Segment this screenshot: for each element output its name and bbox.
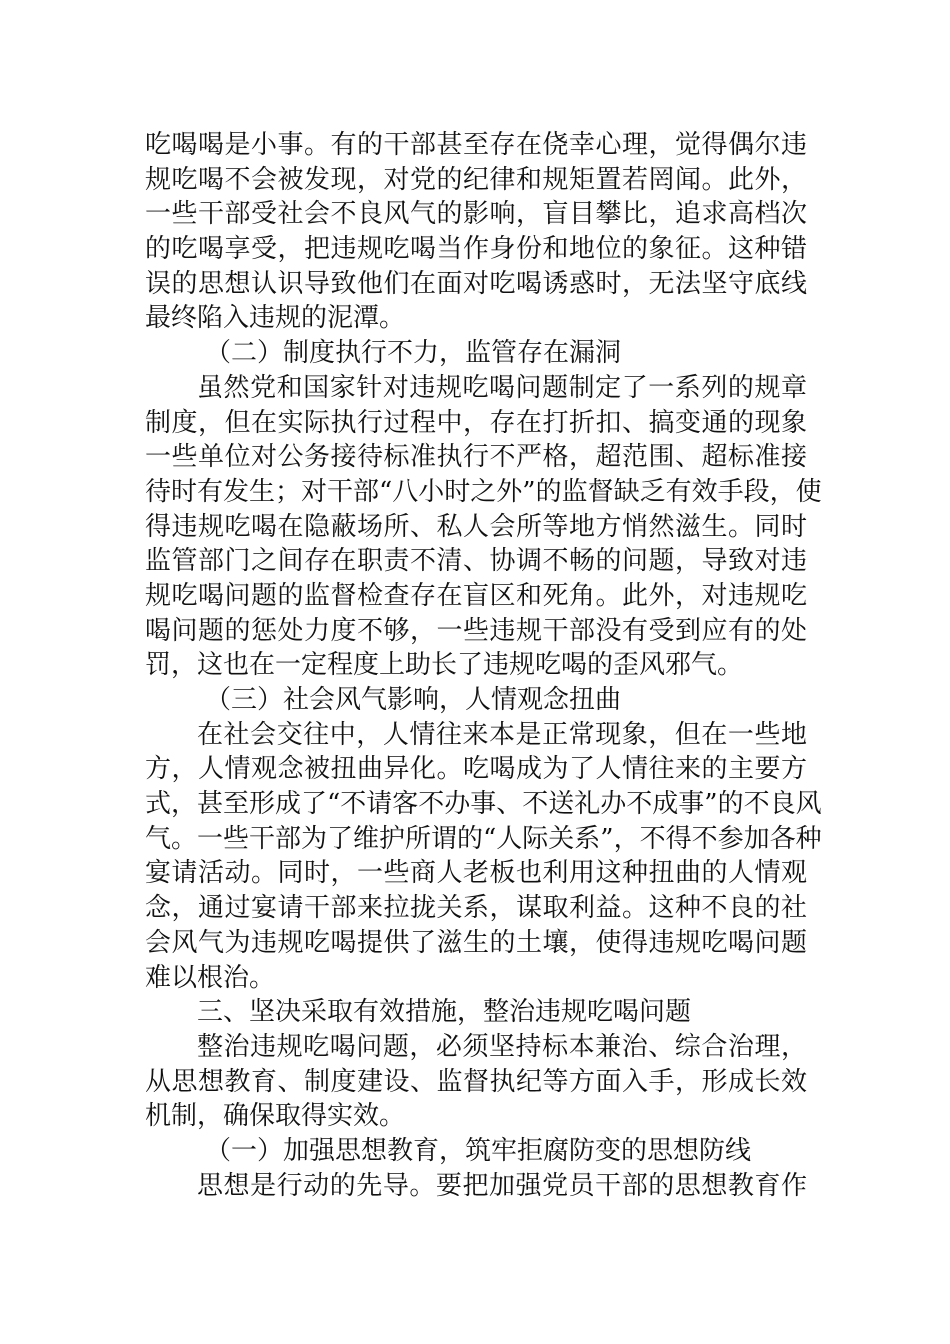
text-line: 误的思想认识导致他们在面对吃喝诱惑时，无法坚守底线 (145, 268, 807, 299)
text-line: 喝问题的惩处力度不够，一些违规干部没有受到应有的处 (145, 615, 807, 646)
text-line: 方，人情观念被扭曲异化。吃喝成为了人情往来的主要方 (145, 754, 807, 785)
section-heading: （三）社会风气影响，人情观念扭曲 (205, 685, 622, 715)
text-line: 一些干部受社会不良风气的影响，盲目攀比，追求高档次 (145, 199, 807, 230)
text-line: 的吃喝享受，把违规吃喝当作身份和地位的象征。这种错 (145, 234, 807, 265)
text-line: 气。一些干部为了维护所谓的“人际关系”，不得不参加各种 (145, 823, 822, 854)
text-line: 宴请活动。同时，一些商人老板也利用这种扭曲的人情观 (145, 858, 807, 889)
text-line: 会风气为违规吃喝提供了滋生的土壤，使得违规吃喝问题 (145, 927, 807, 958)
section-heading: （一）加强思想教育，筑牢拒腐防变的思想防线 (205, 1135, 752, 1166)
text-line: 规吃喝不会被发现，对党的纪律和规矩置若罔闻。此外， (145, 164, 807, 195)
text-line: 机制，确保取得实效。 (145, 1101, 406, 1132)
text-line: 一些单位对公务接待标准执行不严格，超范围、超标准接 (145, 442, 807, 473)
paragraph-first-line: 在社会交往中，人情往来本是正常现象，但在一些地 (197, 719, 807, 750)
text-line: 吃喝喝是小事。有的干部甚至存在侥幸心理，觉得偶尔违 (145, 130, 807, 160)
paragraph-first-line: 思想是行动的先导。要把加强党员干部的思想教育作 (197, 1170, 807, 1201)
section-heading: （二）制度执行不力，监管存在漏洞 (205, 338, 622, 369)
text-line: 从思想教育、制度建设、监督执纪等方面入手，形成长效 (145, 1066, 807, 1097)
chapter-heading: 三、坚决采取有效措施，整治违规吃喝问题 (197, 997, 692, 1028)
text-line: 规吃喝问题的监督检查存在盲区和死角。此外，对违规吃 (145, 580, 807, 611)
text-line: 得违规吃喝在隐蔽场所、私人会所等地方悄然滋生。同时 (145, 511, 807, 542)
document-body (145, 128, 822, 1203)
paragraph-first-line: 整治违规吃喝问题，必须坚持标本兼治、综合治理， (197, 1031, 807, 1062)
text-line: 制度，但在实际执行过程中，存在打折扣、搞变通的现象 (145, 407, 807, 438)
text-line: 监管部门之间存在职责不清、协调不畅的问题，导致对违 (145, 546, 807, 577)
text-line: 最终陷入违规的泥潭。 (145, 303, 406, 334)
text-line: 念，通过宴请干部来拉拢关系，谋取利益。这种不良的社 (145, 893, 807, 924)
text-line: 式，甚至形成了“不请客不办事、不送礼办不成事”的不良风 (145, 789, 822, 820)
text-line: 罚，这也在一定程度上助长了违规吃喝的歪风邪气。 (145, 650, 744, 681)
paragraph-first-line: 虽然党和国家针对违规吃喝问题制定了一系列的规章 (197, 372, 807, 403)
text-line: 难以根治。 (145, 962, 276, 993)
text-line: 待时有发生；对干部“八小时之外”的监督缺乏有效手段，使 (145, 476, 822, 507)
